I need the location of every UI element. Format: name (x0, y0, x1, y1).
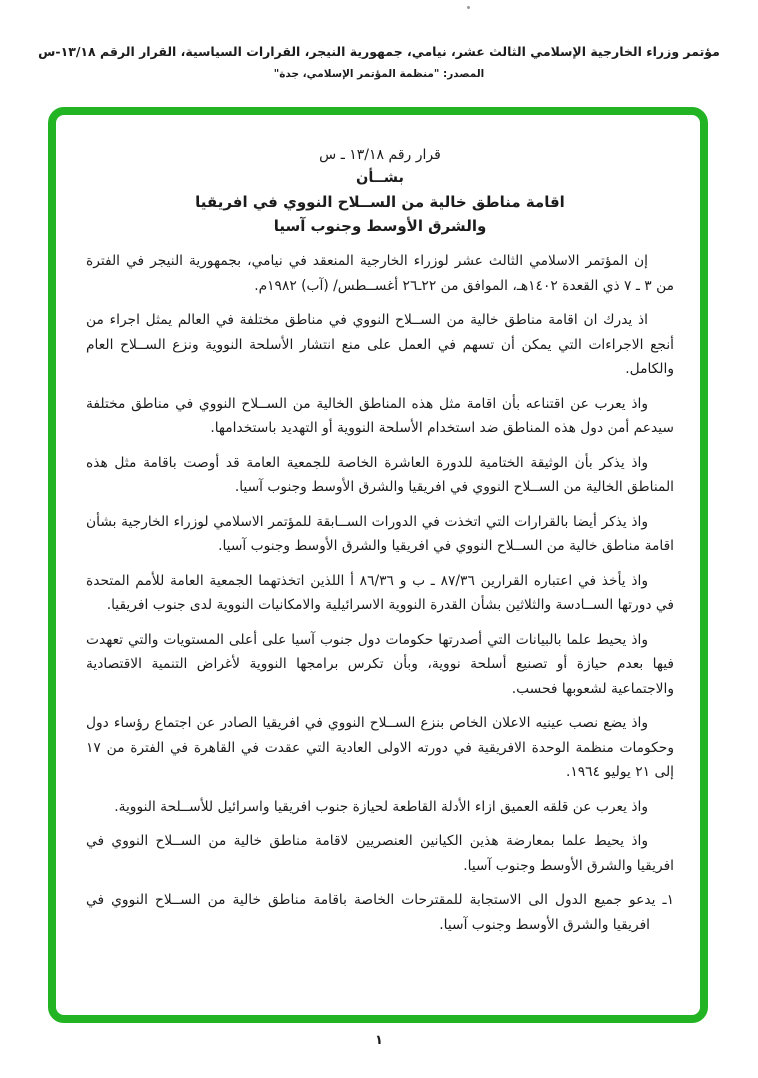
paragraph-preamble: إن المؤتمر الاسلامي الثالث عشر لوزراء الخارجية المنعقد في نيامي، بجمهورية النيجر في الفترة من ٣ ـ ٧ ذي القعدة ١٤٠٢هـ، الموافق من ٢٢ـ٢٦ أغســطس/ (آب) ١٩٨٢م. (86, 253, 674, 294)
header-source-line: مؤتمر وزراء الخارجية الإسلامي الثالث عشر، نيامي، جمهورية النيجر، القرارات السياسية، القرار الرقم ١٣/١٨-س (38, 44, 720, 59)
resolution-subject-line-2: والشرق الأوسط وجنوب آسيا (273, 217, 487, 235)
header-publisher-line: المصدر: "منظمة المؤتمر الإسلامي، جدة" (273, 68, 485, 80)
resolution-regarding-line: بشــأن (356, 170, 404, 186)
scan-speck-artifact (467, 6, 470, 9)
paragraph-noting-opposition: واذ يحيط علما بمعارضة هذين الكيانين العنصريين لاقامة مناطق خالية من الســلاح النووي في افريقيا والشرق الأوسط وجنوب آسيا. (86, 833, 674, 874)
paragraph-convinced: واذ يعرب عن اقتناعه بأن اقامة مثل هذه المناطق الخالية من الســلاح النووي في مناطق مختلفة سيدعم أمن دول هذه المناطق ضد استخدام الأسلحة النووية أو التهديد باستخدامها. (86, 395, 674, 436)
paragraph-expressing-concern: واذ يعرب عن قلقه العميق ازاء الأدلة القاطعة لحيازة جنوب افريقيا واسرائيل للأســلحة النووية. (114, 798, 648, 815)
paragraph-recalling-previous-resolutions: واذ يذكر أيضا بالقرارات التي اتخذت في الدورات الســابقة للمؤتمر الاسلامي لوزراء الخارجية بشأن اقامة مناطق خالية من الســلاح النووي في افريقيا والشرق الأوسط وجنوب آسيا. (86, 513, 674, 554)
paragraph-noting-statements: واذ يحيط علما بالبيانات التي أصدرتها حكومات دول جنوب آسيا على أعلى المستويات والتي تعهدت فيها بعدم حيازة أو تصنيع أسلحة نووية، وبأن تكرس برامجها النووية لأغراض التنمية الاقتصادية والاجتماعية لشعوبها فحسب. (86, 631, 674, 697)
resolution-number-line: قرار رقم ١٣/١٨ ـ س (319, 147, 441, 163)
document-header (0, 44, 758, 80)
operative-item-1 (86, 888, 674, 937)
item-number: ١ـ (662, 892, 674, 908)
paragraph-bearing-in-mind-declaration: واذ يضع نصب عينيه الاعلان الخاص بنزع الســلاح النووي في افريقيا الصادر عن اجتماع رؤساء دول وحكومات منظمة الوحدة الافريقية في دورته الاولى العادية التي عقدت في القاهرة في الفترة من ١٧ إلى ٢١ يوليو ١٩٦٤. (86, 715, 674, 780)
paragraph-recalling-final-document: واذ يذكر بأن الوثيقة الختامية للدورة العاشرة الخاصة للجمعية العامة قد أوصت باقامة مثل هذه المناطق الخالية من الســلاح النووي في افريقيا والشرق الأوسط وجنوب آسيا. (86, 454, 674, 495)
resolution-title-block (86, 147, 674, 235)
page-number: ١ (375, 1033, 383, 1048)
paragraph-taking-into-account-resolutions: واذ يأخذ في اعتباره القرارين ٨٧/٣٦ ـ ب و ٨٦/٣٦ أ اللذين اتخذتهما الجمعية العامة للأمم المتحدة في دورتها الســادسة والثلاثين بشأن القدرة النووية الاسرائيلية والامكانيات النووية لدى جنوب افريقيا. (86, 572, 674, 613)
resolution-subject-line-1: اقامة مناطق خالية من الســلاح النووي في افريقيا (195, 193, 565, 211)
item-text: يدعو جميع الدول الى الاستجابة للمقترحات الخاصة باقامة مناطق خالية من الســلاح النووي في افريقيا والشرق الأوسط وجنوب آسيا. (86, 892, 656, 933)
paragraph-recognizing: اذ يدرك ان اقامة مناطق خالية من الســلاح النووي في مناطق مختلفة في العالم يمثل اجراء من أنجع الاجراءات التي يمكن أن تسهم في العمل على منع انتشار الأسلحة النووية ونزع الســلاح العام والكامل. (86, 312, 674, 377)
document-frame (48, 107, 708, 1023)
